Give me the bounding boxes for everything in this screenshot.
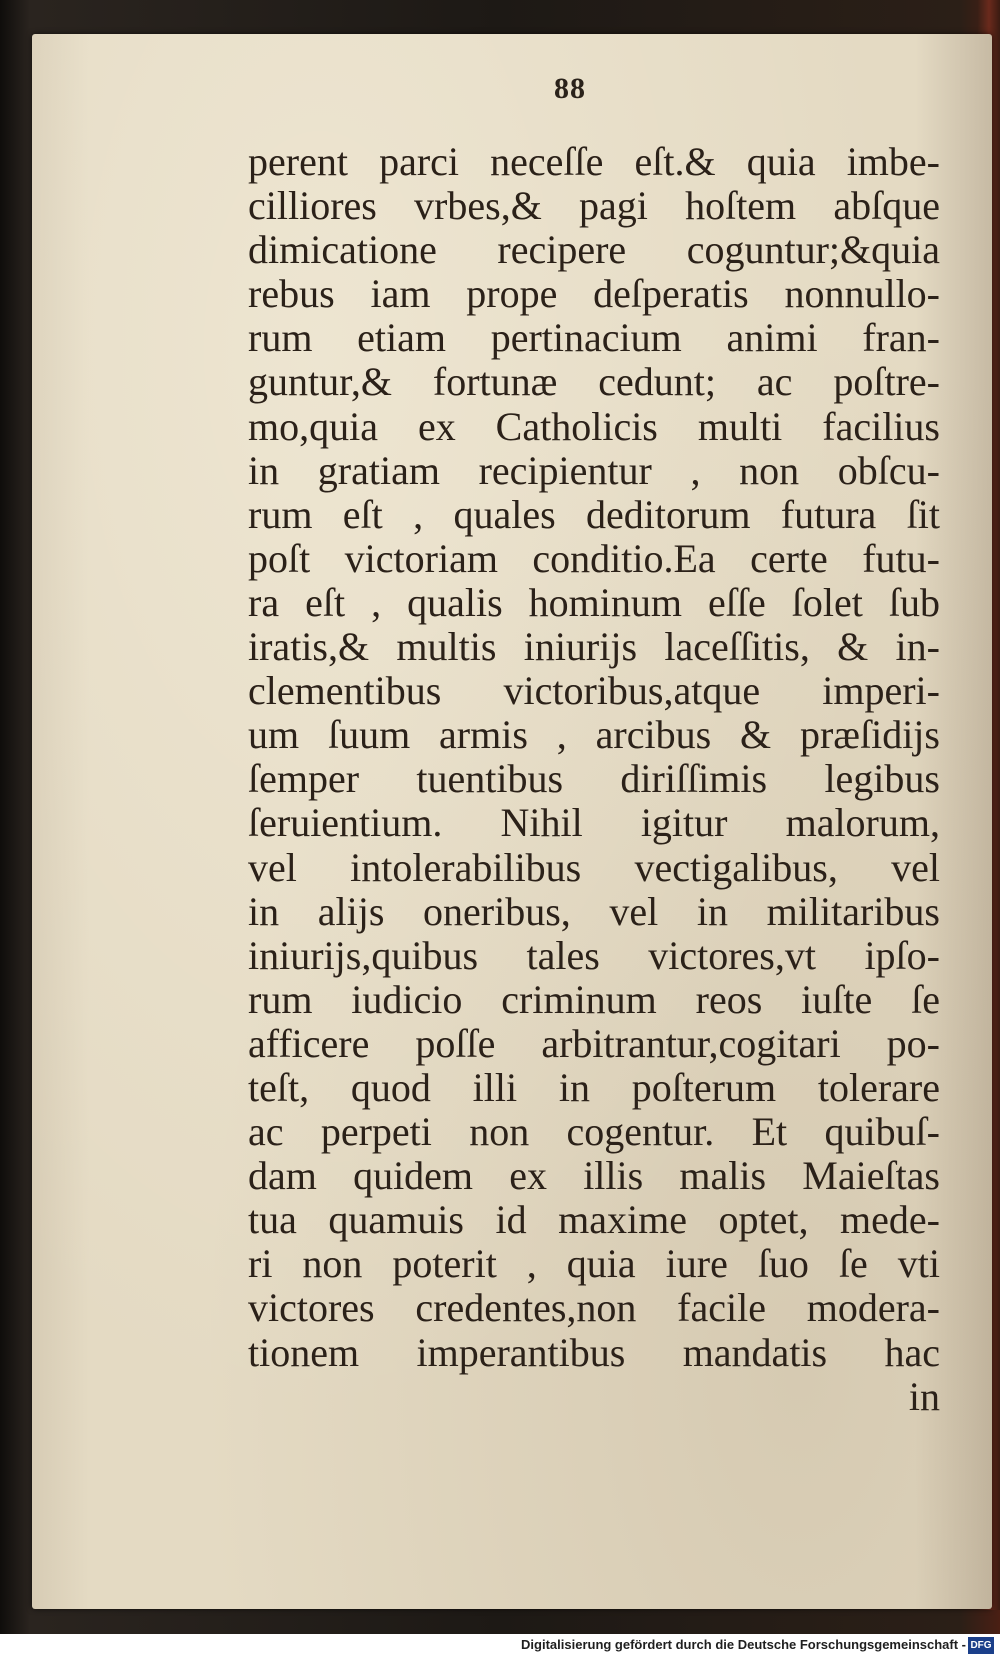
text-line: tionem imperantibus mandatis hac — [248, 1330, 940, 1375]
text-line: guntur,& fortunæ cedunt; ac poſtre- — [248, 360, 940, 405]
text-line: cilliores vrbes,& pagi hoſtem abſque — [248, 184, 940, 229]
text-line: afficere poſſe arbitrantur,cogitari po- — [248, 1021, 940, 1066]
page-number: 88 — [554, 72, 586, 105]
text-line: mo,quia ex Catholicis multi facilius — [248, 404, 940, 449]
text-line: tua quamuis id maxime optet, mede- — [248, 1198, 940, 1243]
text-line: poſt victoriam conditio.Ea certe futu- — [248, 536, 940, 581]
text-line: clementibus victoribus,atque imperi- — [248, 669, 940, 714]
catchword: in — [908, 1374, 940, 1419]
text-line: um ſuum armis , arcibus & præſidijs — [248, 713, 940, 758]
text-line: dimicatione recipere coguntur;&quia — [248, 228, 940, 273]
text-line: ſeruientium. Nihil igitur malorum, — [248, 801, 940, 846]
text-line: rum etiam pertinacium animi fran- — [248, 316, 940, 361]
text-line: ſemper tuentibus diriſſimis legibus — [248, 757, 940, 802]
text-line: ra eſt , qualis hominum eſſe ſolet ſub — [248, 580, 940, 625]
text-line: iniurijs,quibus tales victores,vt ipſo- — [248, 933, 940, 978]
text-line: perent parci neceſſe eſt.& quia imbe- — [248, 140, 940, 184]
text-line: rum iudicio criminum reos iuſte ſe — [248, 977, 940, 1022]
text-line: in gratiam recipientur , non obſcu- — [248, 448, 940, 493]
text-line: iratis,& multis iniurijs laceſſitis, & in- — [248, 625, 940, 670]
page-text — [248, 140, 940, 1419]
text-line: victores credentes,non facile modera- — [248, 1286, 940, 1331]
text-line: ac perpeti non cogentur. Et quibuſ- — [248, 1110, 940, 1155]
text-line: ri non poterit , quia iure ſuo ſe vti — [248, 1242, 940, 1287]
text-line: dam quidem ex illis malis Maieſtas — [248, 1154, 940, 1199]
text-line: vel intolerabilibus vectigalibus, vel — [248, 845, 940, 890]
text-line: in alijs oneribus, vel in militaribus — [248, 889, 940, 934]
dfg-logo-icon: DFG — [968, 1637, 994, 1654]
text-line: teſt, quod illi in poſterum tolerare — [248, 1065, 940, 1110]
text-line: rebus iam prope deſperatis nonnullo- — [248, 272, 940, 317]
text-line: rum eſt , quales deditorum futura ſit — [248, 492, 940, 537]
digitization-credit: Digitalisierung gefördert durch die Deutsche Forschungsgemeinschaft - — [521, 1637, 966, 1652]
